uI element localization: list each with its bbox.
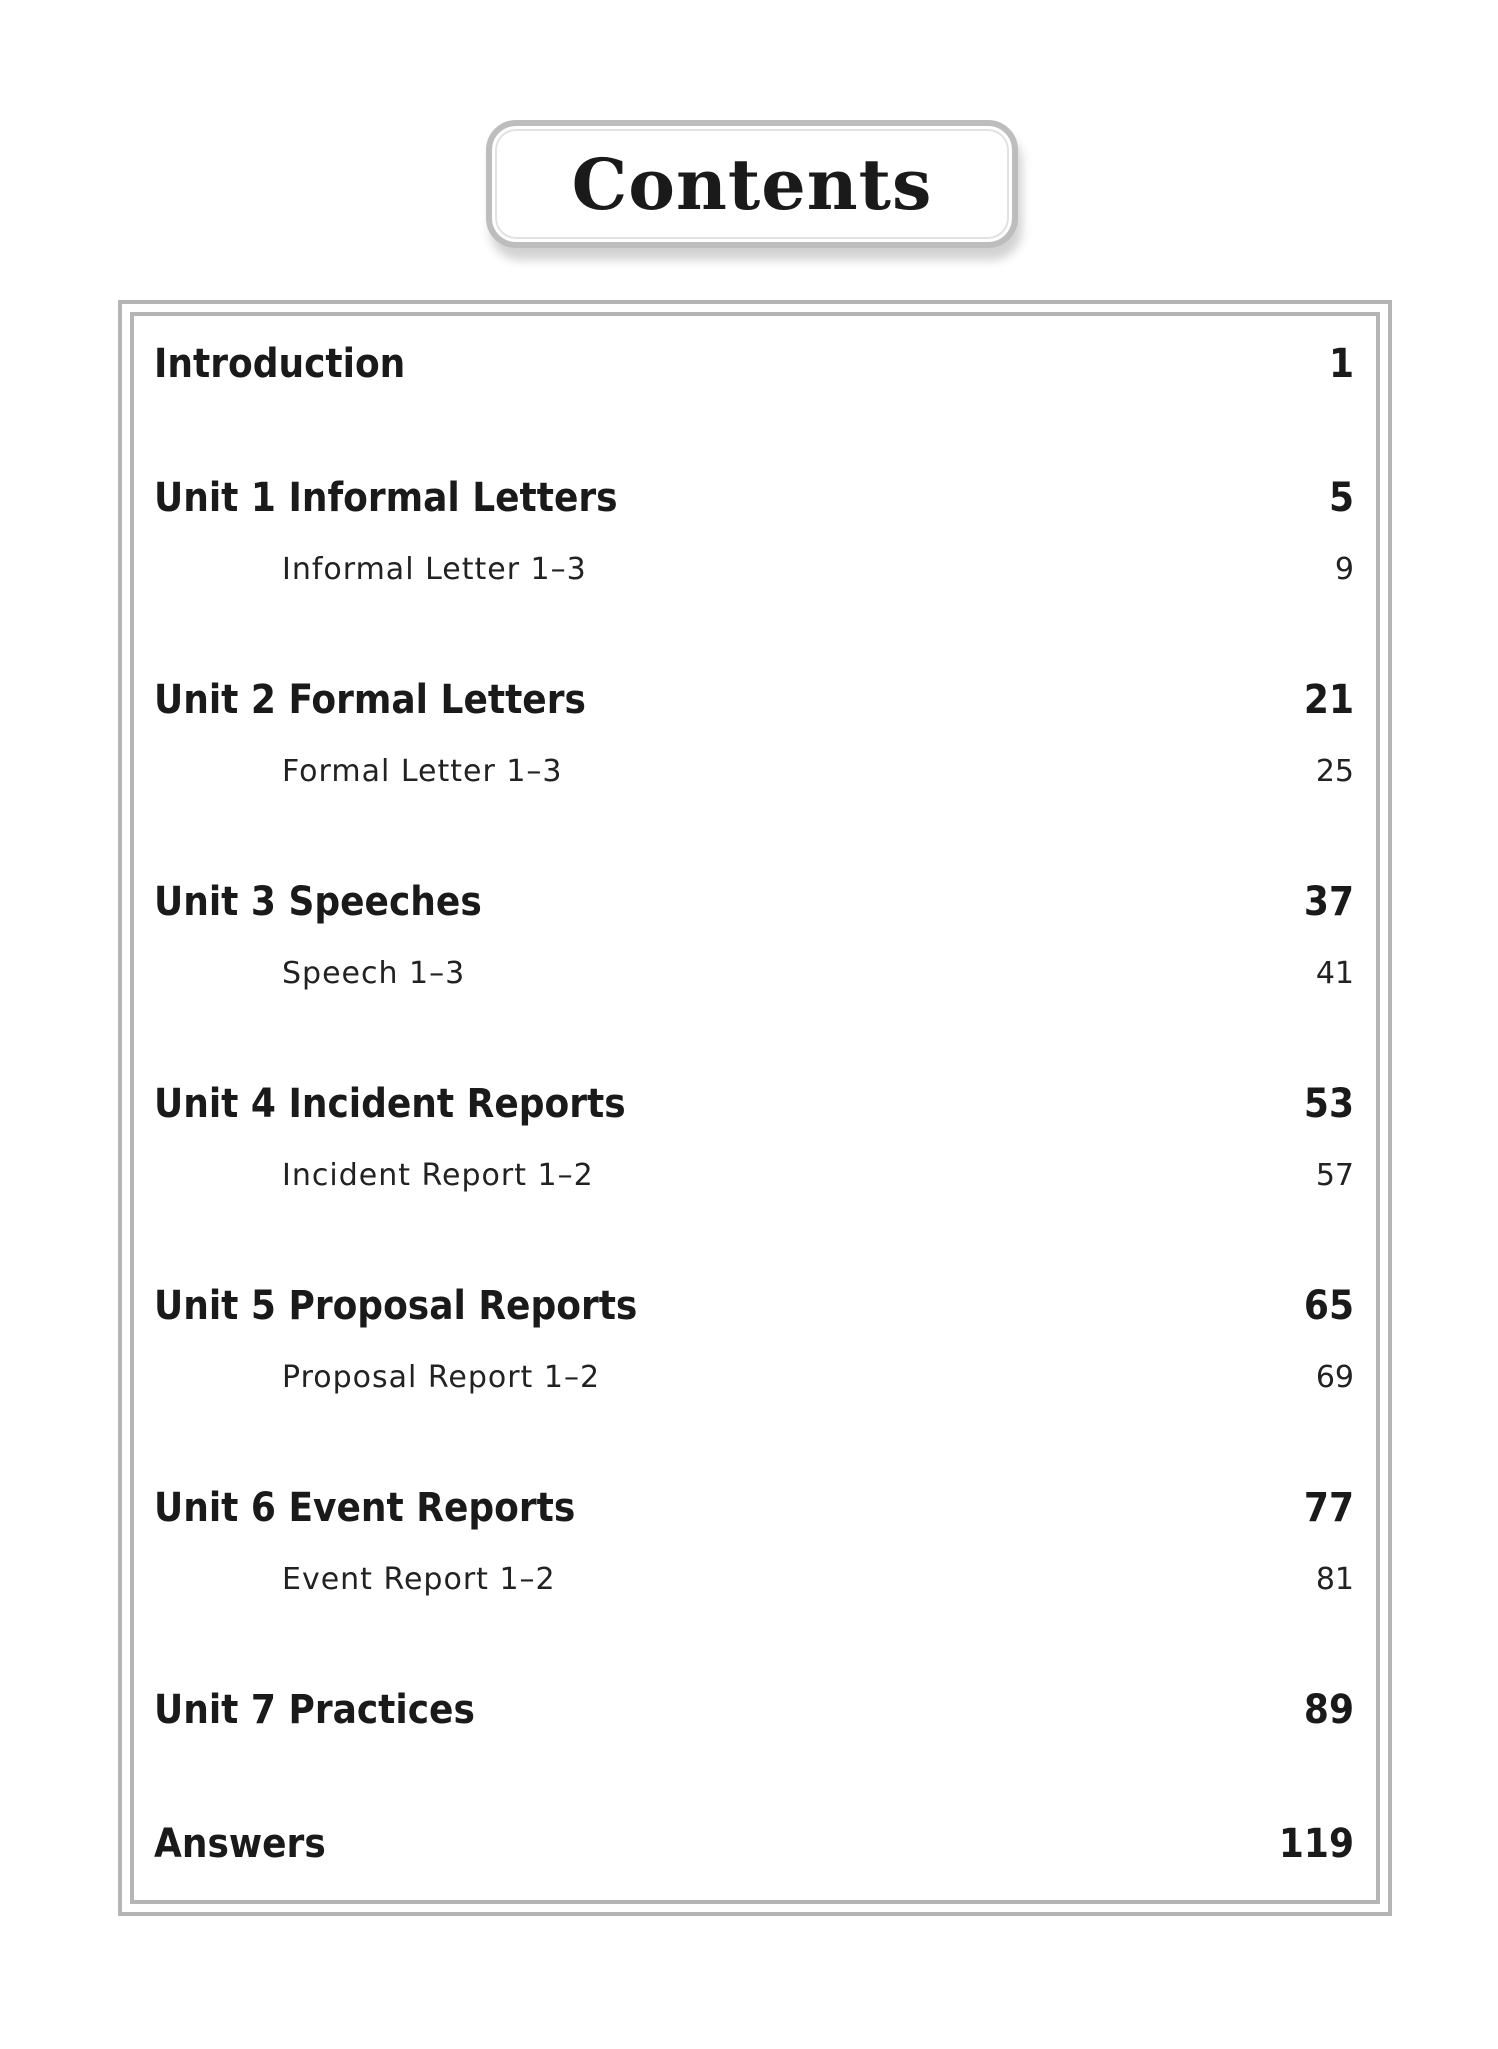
toc-subentry-page: 9 (1334, 552, 1354, 587)
contents-title-box (486, 120, 1018, 248)
toc-entry-label: Unit 6 Event Reports (154, 1485, 576, 1531)
toc-entry-unit-1[interactable] (154, 468, 1354, 528)
toc-entry-page: 21 (1303, 677, 1354, 723)
toc-entry-label: Introduction (154, 341, 406, 387)
toc-entry-unit-7[interactable] (154, 1680, 1354, 1740)
toc-subentry-label: Formal Letter 1–3 (282, 754, 563, 789)
toc-entry-label: Unit 7 Practices (154, 1687, 475, 1733)
toc-subentry-page: 25 (1315, 754, 1354, 789)
toc-subentry-page: 69 (1315, 1360, 1354, 1395)
toc-subentry-page: 57 (1315, 1158, 1354, 1193)
toc-subentry-page: 41 (1315, 956, 1354, 991)
toc-entry-page: 37 (1303, 879, 1354, 925)
toc-entry-label: Unit 3 Speeches (154, 879, 482, 925)
toc-entry-unit-4[interactable] (154, 1074, 1354, 1134)
toc-subentry-formal-letter[interactable] (154, 742, 1354, 802)
toc-entry-page: 53 (1303, 1081, 1354, 1127)
toc-entry-unit-5[interactable] (154, 1276, 1354, 1336)
toc-subentry-event-report[interactable] (154, 1550, 1354, 1610)
toc-entry-page: 119 (1278, 1821, 1354, 1867)
toc-entry-page: 89 (1303, 1687, 1354, 1733)
toc-subentry-incident-report[interactable] (154, 1146, 1354, 1206)
toc-entry-page: 65 (1303, 1283, 1354, 1329)
toc-subentry-page: 81 (1315, 1562, 1354, 1597)
toc-entry-unit-6[interactable] (154, 1478, 1354, 1538)
toc-subentry-label: Event Report 1–2 (282, 1562, 556, 1597)
toc-entry-label: Unit 2 Formal Letters (154, 677, 586, 723)
toc-entry-label: Unit 5 Proposal Reports (154, 1283, 638, 1329)
toc-subentry-label: Proposal Report 1–2 (282, 1360, 601, 1395)
toc-subentry-informal-letter[interactable] (154, 540, 1354, 600)
page-title: Contents (571, 142, 933, 226)
toc-subentry-proposal-report[interactable] (154, 1348, 1354, 1408)
toc-entry-page: 5 (1328, 475, 1354, 521)
toc-entry-page: 1 (1328, 341, 1354, 387)
toc-subentry-label: Informal Letter 1–3 (282, 552, 587, 587)
toc-subentry-speech[interactable] (154, 944, 1354, 1004)
toc-entry-unit-2[interactable] (154, 670, 1354, 730)
toc-subentry-label: Incident Report 1–2 (282, 1158, 594, 1193)
toc-entry-unit-3[interactable] (154, 872, 1354, 932)
toc-entry-label: Unit 1 Informal Letters (154, 475, 618, 521)
toc-entry-answers[interactable] (154, 1814, 1354, 1874)
toc-entry-label: Answers (154, 1821, 326, 1867)
toc-subentry-label: Speech 1–3 (282, 956, 466, 991)
toc-entry-introduction[interactable] (154, 334, 1354, 394)
toc-entry-page: 77 (1303, 1485, 1354, 1531)
toc-entry-label: Unit 4 Incident Reports (154, 1081, 626, 1127)
